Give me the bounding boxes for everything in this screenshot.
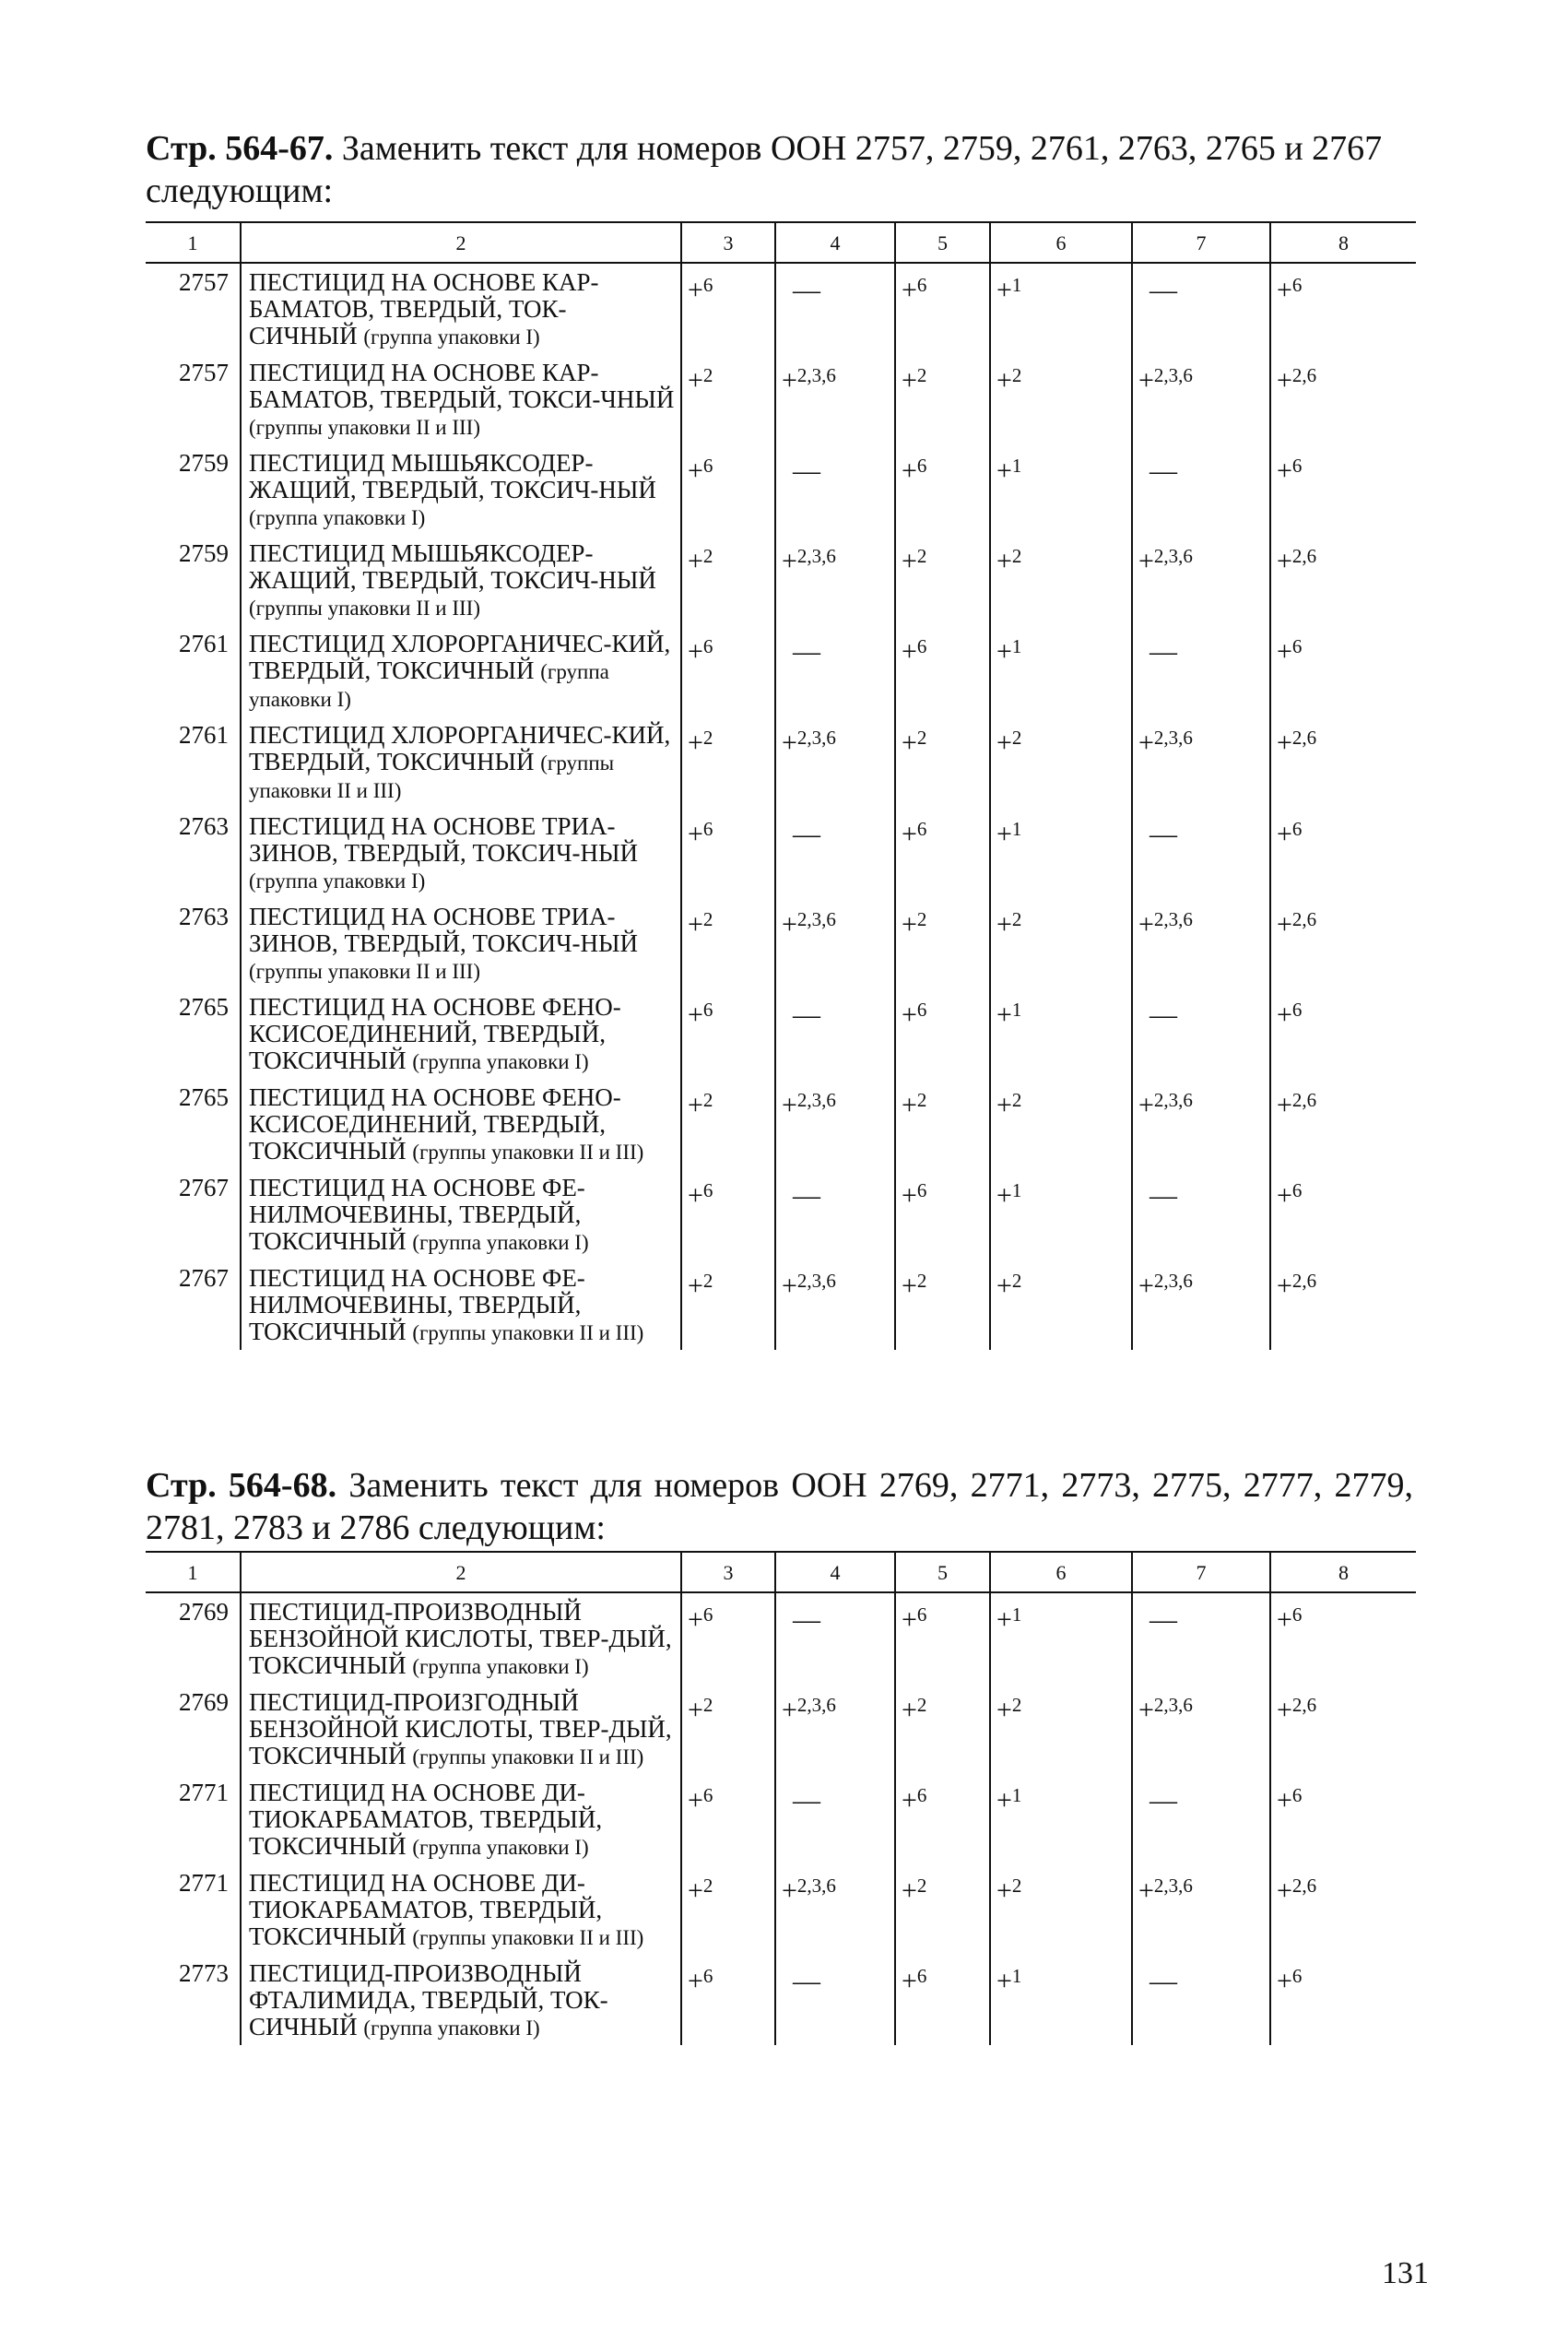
un-number: 2761: [179, 630, 229, 657]
permitted-cell: +$^2$: [895, 716, 990, 808]
column-header: 2: [241, 222, 681, 263]
column-header: 1: [146, 222, 241, 263]
packing-group-note: (группа упаковки I): [249, 869, 426, 893]
footnote-ref: 1: [1011, 274, 1022, 296]
footnote-ref: 2,6: [1291, 727, 1317, 749]
permitted-cell: +$^6$: [1270, 625, 1416, 716]
packing-group-note: (группа упаковки I): [249, 506, 426, 529]
dash-cell: —: [1132, 1774, 1270, 1864]
permitted-cell: +$^1$: [990, 808, 1132, 898]
table-row: [146, 1260, 1416, 1350]
substance-name: [241, 1684, 681, 1774]
column-header: 7: [1132, 222, 1270, 263]
table-row: [146, 1592, 1416, 1684]
permitted-cell: +$^6$: [681, 1955, 775, 2045]
dash-cell: —: [775, 988, 895, 1079]
permitted-cell: +$^6$: [895, 263, 990, 354]
substance-name-text: ПЕСТИЦИД ХЛОРОРГАНИЧЕС-КИЙ, ТВЕРДЫЙ, ТОКСИЧНЫЙ: [249, 630, 671, 684]
footnote-ref: 2,3,6: [796, 1875, 836, 1897]
footnote-ref: 2,6: [1291, 1875, 1317, 1897]
footnote-ref: 2,3,6: [1153, 364, 1193, 386]
substance-name: [241, 444, 681, 535]
column-header: 5: [895, 1552, 990, 1592]
substance-name: [241, 1774, 681, 1864]
section-ref: Стр. 564-68.: [146, 1466, 337, 1505]
footnote-ref: 2,3,6: [1153, 908, 1193, 930]
permitted-cell: +$^6$: [895, 1169, 990, 1260]
footnote-ref: 2,3,6: [796, 908, 836, 930]
footnote-ref: 2: [702, 545, 713, 567]
footnote-ref: 2,6: [1291, 545, 1317, 567]
dash-cell: —: [775, 263, 895, 354]
un-number: 2769: [179, 1598, 229, 1626]
table-header-row: [146, 222, 1416, 263]
packing-group-note: (группы упаковки II и III): [249, 597, 480, 620]
footnote-ref: 2,3,6: [796, 364, 836, 386]
permitted-cell: +$^2$: [681, 354, 775, 444]
footnote-ref: 2,6: [1291, 1694, 1317, 1716]
column-header: 4: [775, 1552, 895, 1592]
substance-name: [241, 1260, 681, 1350]
packing-group-note: (группы упаковки II и III): [412, 1141, 644, 1164]
table-row: [146, 1774, 1416, 1864]
permitted-cell: +$^6$: [1270, 1592, 1416, 1684]
substance-name-text: ПЕСТИЦИД МЫШЬЯКСОДЕР-ЖАЩИЙ, ТВЕРДЫЙ, ТОКСИЧ-НЫЙ: [249, 449, 656, 503]
substance-name: [241, 354, 681, 444]
permitted-cell: +$^2$: [895, 898, 990, 988]
column-header: 3: [681, 1552, 775, 1592]
footnote-ref: 6: [1291, 818, 1303, 840]
permitted-cell: +$^6$: [895, 1774, 990, 1864]
permitted-cell: +$^2$: [681, 898, 775, 988]
substance-name: [241, 1592, 681, 1684]
footnote-ref: 1: [1011, 455, 1022, 477]
packing-group-note: (группы упаковки II и III): [412, 1926, 644, 1949]
permitted-cell: +$^2$: [990, 716, 1132, 808]
footnote-ref: 6: [702, 1603, 713, 1626]
un-number: 2761: [179, 721, 229, 749]
footnote-ref: 2: [916, 364, 927, 386]
footnote-ref: 6: [702, 1965, 713, 1987]
footnote-ref: 2: [916, 908, 927, 930]
column-header: 1: [146, 1552, 241, 1592]
dash-cell: —: [775, 625, 895, 716]
dash-cell: —: [775, 1169, 895, 1260]
un-number: 2773: [179, 1959, 229, 1987]
table-row: [146, 716, 1416, 808]
permitted-cell: +$^{2,3,6}$: [775, 898, 895, 988]
permitted-cell: +$^2$: [990, 535, 1132, 625]
permitted-cell: +$^2$: [895, 1079, 990, 1169]
footnote-ref: 2: [1011, 545, 1022, 567]
footnote-ref: 6: [916, 1603, 927, 1626]
table-row: [146, 444, 1416, 535]
un-number: 2765: [179, 993, 229, 1021]
permitted-cell: +$^{2,6}$: [1270, 716, 1416, 808]
permitted-cell: +$^2$: [990, 1079, 1132, 1169]
table-header-row: [146, 1552, 1416, 1592]
footnote-ref: 6: [1291, 455, 1303, 477]
permitted-cell: +$^1$: [990, 444, 1132, 535]
dash-cell: —: [1132, 1169, 1270, 1260]
substance-name-text: ПЕСТИЦИД ХЛОРОРГАНИЧЕС-КИЙ, ТВЕРДЫЙ, ТОКСИЧНЫЙ: [249, 721, 671, 775]
permitted-cell: +$^{2,6}$: [1270, 354, 1416, 444]
footnote-ref: 2: [702, 908, 713, 930]
permitted-cell: +$^2$: [681, 1684, 775, 1774]
substance-name: [241, 1864, 681, 1955]
permitted-cell: +$^6$: [1270, 1774, 1416, 1864]
permitted-cell: +$^{2,3,6}$: [775, 354, 895, 444]
permitted-cell: +$^6$: [895, 808, 990, 898]
packing-group-note: (группа упаковки I): [249, 660, 609, 711]
permitted-cell: +$^6$: [681, 625, 775, 716]
packing-group-note: (группы упаковки II и III): [249, 751, 615, 802]
permitted-cell: +$^1$: [990, 1169, 1132, 1260]
permitted-cell: +$^{2,3,6}$: [775, 1864, 895, 1955]
column-header: 3: [681, 222, 775, 263]
substance-name: [241, 1079, 681, 1169]
table-row: [146, 625, 1416, 716]
dash-cell: —: [775, 444, 895, 535]
packing-group-note: (группы упаковки II и III): [249, 960, 480, 983]
substance-name-text: ПЕСТИЦИД НА ОСНОВЕ ФЕНО-КСИСОЕДИНЕНИЙ, ТВЕРДЫЙ, ТОКСИЧНЫЙ: [249, 993, 621, 1074]
footnote-ref: 6: [1291, 1965, 1303, 1987]
substance-name: [241, 1955, 681, 2045]
column-header: 7: [1132, 1552, 1270, 1592]
substance-name: [241, 716, 681, 808]
permitted-cell: +$^2$: [895, 1864, 990, 1955]
footnote-ref: 2: [916, 1270, 927, 1292]
footnote-ref: 2,3,6: [1153, 727, 1193, 749]
permitted-cell: +$^2$: [990, 1864, 1132, 1955]
substance-name: [241, 535, 681, 625]
permitted-cell: +$^{2,3,6}$: [1132, 535, 1270, 625]
un-number: 2759: [179, 539, 229, 567]
dash-cell: —: [1132, 1592, 1270, 1684]
dash-cell: —: [775, 1955, 895, 2045]
packing-group-note: (группа упаковки I): [412, 1231, 589, 1254]
footnote-ref: 6: [916, 274, 927, 296]
substance-name: [241, 898, 681, 988]
footnote-ref: 2: [916, 1875, 927, 1897]
substance-name-text: ПЕСТИЦИД МЫШЬЯКСОДЕР-ЖАЩИЙ, ТВЕРДЫЙ, ТОКСИЧ-НЫЙ: [249, 539, 656, 594]
permitted-cell: +$^6$: [1270, 263, 1416, 354]
permitted-cell: +$^{2,3,6}$: [775, 1079, 895, 1169]
footnote-ref: 6: [1291, 1784, 1303, 1806]
un-number: 2763: [179, 903, 229, 930]
permitted-cell: +$^{2,6}$: [1270, 1684, 1416, 1774]
permitted-cell: +$^2$: [681, 716, 775, 808]
substance-name-text: ПЕСТИЦИД НА ОСНОВЕ КАР-БАМАТОВ, ТВЕРДЫЙ, ТОКСИ-ЧНЫЙ: [249, 359, 675, 413]
packing-group-note: (группа упаковки I): [412, 1050, 589, 1073]
permitted-cell: +$^{2,3,6}$: [1132, 716, 1270, 808]
footnote-ref: 2: [916, 727, 927, 749]
permitted-cell: +$^6$: [681, 1169, 775, 1260]
permitted-cell: +$^2$: [681, 1079, 775, 1169]
permitted-cell: +$^{2,6}$: [1270, 898, 1416, 988]
substance-name-text: ПЕСТИЦИД НА ОСНОВЕ КАР-БАМАТОВ, ТВЕРДЫЙ, ТОК-СИЧНЫЙ: [249, 268, 599, 349]
substance-name: [241, 625, 681, 716]
permitted-cell: +$^{2,3,6}$: [1132, 1260, 1270, 1350]
dash-cell: —: [1132, 808, 1270, 898]
substance-name: [241, 1169, 681, 1260]
table-row: [146, 354, 1416, 444]
dash-cell: —: [1132, 625, 1270, 716]
footnote-ref: 2: [702, 1875, 713, 1897]
un-number: 2765: [179, 1083, 229, 1111]
footnote-ref: 6: [702, 635, 713, 657]
footnote-ref: 2,3,6: [796, 1270, 836, 1292]
footnote-ref: 2: [702, 364, 713, 386]
footnote-ref: 1: [1011, 1784, 1022, 1806]
footnote-ref: 2,3,6: [796, 1694, 836, 1716]
permitted-cell: +$^1$: [990, 988, 1132, 1079]
footnote-ref: 6: [916, 1784, 927, 1806]
permitted-cell: +$^{2,3,6}$: [775, 1684, 895, 1774]
un-number: 2771: [179, 1779, 229, 1806]
permitted-cell: +$^{2,6}$: [1270, 1260, 1416, 1350]
footnote-ref: 6: [1291, 1179, 1303, 1201]
substance-name-text: ПЕСТИЦИД-ПРОИЗВОДНЫЙ БЕНЗОЙНОЙ КИСЛОТЫ, ТВЕР-ДЫЙ, ТОКСИЧНЫЙ: [249, 1598, 672, 1679]
footnote-ref: 2,3,6: [796, 1089, 836, 1111]
permitted-cell: +$^2$: [990, 1260, 1132, 1350]
footnote-ref: 2,3,6: [1153, 545, 1193, 567]
substance-name: [241, 808, 681, 898]
substance-name-text: ПЕСТИЦИД НА ОСНОВЕ ФЕ-НИЛМОЧЕВИНЫ, ТВЕРДЫЙ, ТОКСИЧНЫЙ: [249, 1264, 585, 1345]
dash-cell: —: [1132, 1955, 1270, 2045]
permitted-cell: +$^2$: [681, 535, 775, 625]
permitted-cell: +$^6$: [681, 1774, 775, 1864]
column-header: 8: [1270, 222, 1416, 263]
permitted-cell: +$^6$: [681, 988, 775, 1079]
permitted-cell: +$^6$: [1270, 988, 1416, 1079]
packing-group-note: (группы упаковки II и III): [412, 1745, 644, 1768]
substance-name-text: ПЕСТИЦИД НА ОСНОВЕ ФЕНО-КСИСОЕДИНЕНИЙ, ТВЕРДЫЙ, ТОКСИЧНЫЙ: [249, 1083, 621, 1165]
footnote-ref: 6: [916, 818, 927, 840]
permitted-cell: +$^1$: [990, 263, 1132, 354]
footnote-ref: 2: [1011, 1875, 1022, 1897]
footnote-ref: 2,6: [1291, 1270, 1317, 1292]
footnote-ref: 6: [916, 1965, 927, 1987]
packing-group-note: (группа упаковки I): [412, 1836, 589, 1859]
footnote-ref: 2: [1011, 1089, 1022, 1111]
footnote-ref: 1: [1011, 1965, 1022, 1987]
footnote-ref: 2,3,6: [1153, 1089, 1193, 1111]
substance-name: [241, 988, 681, 1079]
footnote-ref: 2,3,6: [1153, 1875, 1193, 1897]
permitted-cell: +$^1$: [990, 625, 1132, 716]
footnote-ref: 6: [916, 1179, 927, 1201]
dash-cell: —: [1132, 988, 1270, 1079]
permitted-cell: +$^{2,6}$: [1270, 1079, 1416, 1169]
substance-name-text: ПЕСТИЦИД НА ОСНОВЕ ТРИА-ЗИНОВ, ТВЕРДЫЙ, ТОКСИЧ-НЫЙ: [249, 903, 639, 957]
section-instruction: Заменить текст для номеров ООН 2757, 2759, 2761, 2763, 2765 и 2767 следующим:: [146, 129, 1383, 210]
section-heading-564-67: [146, 127, 1413, 212]
footnote-ref: 2,3,6: [796, 727, 836, 749]
permitted-cell: +$^1$: [990, 1774, 1132, 1864]
dash-cell: —: [775, 1774, 895, 1864]
un-number: 2759: [179, 449, 229, 477]
permitted-cell: +$^6$: [1270, 1955, 1416, 2045]
footnote-ref: 6: [702, 1179, 713, 1201]
table-row: [146, 263, 1416, 354]
permitted-cell: +$^{2,3,6}$: [1132, 1684, 1270, 1774]
packing-group-note: (группы упаковки II и III): [412, 1321, 644, 1344]
footnote-ref: 6: [702, 455, 713, 477]
column-header: 4: [775, 222, 895, 263]
footnote-ref: 6: [702, 818, 713, 840]
permitted-cell: +$^6$: [681, 808, 775, 898]
page-number: 131: [1382, 2256, 1429, 2290]
footnote-ref: 6: [1291, 999, 1303, 1021]
permitted-cell: +$^6$: [895, 625, 990, 716]
footnote-ref: 2: [702, 727, 713, 749]
permitted-cell: +$^6$: [681, 263, 775, 354]
footnote-ref: 1: [1011, 818, 1022, 840]
permitted-cell: +$^2$: [681, 1864, 775, 1955]
un-number: 2771: [179, 1869, 229, 1897]
permitted-cell: +$^6$: [895, 1592, 990, 1684]
permitted-cell: +$^1$: [990, 1955, 1132, 2045]
permitted-cell: +$^{2,3,6}$: [775, 535, 895, 625]
column-header: 6: [990, 1552, 1132, 1592]
footnote-ref: 6: [702, 1784, 713, 1806]
footnote-ref: 6: [916, 999, 927, 1021]
footnote-ref: 2: [916, 1089, 927, 1111]
un-number: 2757: [179, 268, 229, 296]
permitted-cell: +$^{2,3,6}$: [1132, 354, 1270, 444]
permitted-cell: +$^2$: [990, 1684, 1132, 1774]
substance-name: [241, 263, 681, 354]
dash-cell: —: [1132, 263, 1270, 354]
footnote-ref: 2: [1011, 727, 1022, 749]
table-row: [146, 535, 1416, 625]
table-row: [146, 898, 1416, 988]
un-number: 2757: [179, 359, 229, 386]
footnote-ref: 2,6: [1291, 908, 1317, 930]
footnote-ref: 1: [1011, 1603, 1022, 1626]
column-header: 6: [990, 222, 1132, 263]
packing-group-note: (группа упаковки I): [363, 2017, 540, 2040]
column-header: 5: [895, 222, 990, 263]
permitted-cell: +$^2$: [895, 1684, 990, 1774]
table-row: [146, 1864, 1416, 1955]
footnote-ref: 2: [702, 1270, 713, 1292]
table-row: [146, 1955, 1416, 2045]
permitted-cell: +$^{2,3,6}$: [1132, 898, 1270, 988]
section-instruction: Заменить текст для номеров ООН 2769, 2771, 2773, 2775, 2777, 2779, 2781, 2783 и 2786 следующим:: [146, 1466, 1413, 1547]
un-number: 2769: [179, 1688, 229, 1716]
permitted-cell: +$^1$: [990, 1592, 1132, 1684]
substance-name-text: ПЕСТИЦИД НА ОСНОВЕ ФЕ-НИЛМОЧЕВИНЫ, ТВЕРДЫЙ, ТОКСИЧНЫЙ: [249, 1174, 585, 1255]
substance-name-text: ПЕСТИЦИД НА ОСНОВЕ ДИ-ТИОКАРБАМАТОВ, ТВЕРДЫЙ, ТОКСИЧНЫЙ: [249, 1869, 603, 1950]
footnote-ref: 2,3,6: [796, 545, 836, 567]
permitted-cell: +$^2$: [895, 1260, 990, 1350]
permitted-cell: +$^{2,6}$: [1270, 535, 1416, 625]
footnote-ref: 1: [1011, 999, 1022, 1021]
substance-name-text: ПЕСТИЦИД-ПРОИЗВОДНЫЙ ФТАЛИМИДА, ТВЕРДЫЙ, ТОК-СИЧНЫЙ: [249, 1959, 608, 2040]
permitted-cell: +$^6$: [1270, 444, 1416, 535]
footnote-ref: 2: [1011, 364, 1022, 386]
substance-name-text: ПЕСТИЦИД НА ОСНОВЕ ДИ-ТИОКАРБАМАТОВ, ТВЕРДЫЙ, ТОКСИЧНЫЙ: [249, 1779, 603, 1860]
permitted-cell: +$^6$: [1270, 808, 1416, 898]
permitted-cell: +$^6$: [681, 444, 775, 535]
footnote-ref: 1: [1011, 1179, 1022, 1201]
permitted-cell: +$^2$: [895, 535, 990, 625]
un-number: 2763: [179, 812, 229, 840]
un-numbers-table-2: [146, 1551, 1416, 2045]
footnote-ref: 6: [702, 999, 713, 1021]
section-heading-564-68: [146, 1464, 1413, 1549]
un-numbers-table-1: [146, 221, 1416, 1350]
dash-cell: —: [775, 808, 895, 898]
dash-cell: —: [1132, 444, 1270, 535]
footnote-ref: 2,3,6: [1153, 1270, 1193, 1292]
footnote-ref: 6: [1291, 635, 1303, 657]
permitted-cell: +$^2$: [681, 1260, 775, 1350]
packing-group-note: (группа упаковки I): [412, 1655, 589, 1678]
section-ref: Стр. 564-67.: [146, 129, 334, 168]
permitted-cell: +$^{2,3,6}$: [1132, 1864, 1270, 1955]
substance-name-text: ПЕСТИЦИД-ПРОИЗГОДНЫЙ БЕНЗОЙНОЙ КИСЛОТЫ, ТВЕР-ДЫЙ, ТОКСИЧНЫЙ: [249, 1688, 672, 1769]
footnote-ref: 2: [1011, 1694, 1022, 1716]
permitted-cell: +$^{2,3,6}$: [775, 716, 895, 808]
column-header: 2: [241, 1552, 681, 1592]
table-row: [146, 1684, 1416, 1774]
footnote-ref: 6: [916, 635, 927, 657]
substance-name-text: ПЕСТИЦИД НА ОСНОВЕ ТРИА-ЗИНОВ, ТВЕРДЫЙ, ТОКСИЧ-НЫЙ: [249, 812, 639, 867]
permitted-cell: +$^6$: [895, 1955, 990, 2045]
footnote-ref: 6: [1291, 274, 1303, 296]
permitted-cell: +$^{2,3,6}$: [1132, 1079, 1270, 1169]
footnote-ref: 2: [916, 1694, 927, 1716]
footnote-ref: 2,6: [1291, 364, 1317, 386]
permitted-cell: +$^2$: [990, 898, 1132, 988]
footnote-ref: 2: [1011, 1270, 1022, 1292]
footnote-ref: 1: [1011, 635, 1022, 657]
footnote-ref: 2: [702, 1694, 713, 1716]
permitted-cell: +$^{2,3,6}$: [775, 1260, 895, 1350]
permitted-cell: +$^6$: [895, 988, 990, 1079]
permitted-cell: +$^6$: [895, 444, 990, 535]
table-row: [146, 808, 1416, 898]
packing-group-note: (группа упаковки I): [363, 325, 540, 349]
footnote-ref: 2: [702, 1089, 713, 1111]
table-row: [146, 1169, 1416, 1260]
footnote-ref: 2: [1011, 908, 1022, 930]
permitted-cell: +$^2$: [895, 354, 990, 444]
column-header: 8: [1270, 1552, 1416, 1592]
dash-cell: —: [775, 1592, 895, 1684]
footnote-ref: 6: [1291, 1603, 1303, 1626]
packing-group-note: (группы упаковки II и III): [249, 416, 480, 439]
permitted-cell: +$^6$: [1270, 1169, 1416, 1260]
permitted-cell: +$^2$: [990, 354, 1132, 444]
footnote-ref: 2,6: [1291, 1089, 1317, 1111]
footnote-ref: 2: [916, 545, 927, 567]
un-number: 2767: [179, 1174, 229, 1201]
un-number: 2767: [179, 1264, 229, 1292]
permitted-cell: +$^{2,6}$: [1270, 1864, 1416, 1955]
table-row: [146, 1079, 1416, 1169]
permitted-cell: +$^6$: [681, 1592, 775, 1684]
footnote-ref: 2,3,6: [1153, 1694, 1193, 1716]
table-row: [146, 988, 1416, 1079]
footnote-ref: 6: [702, 274, 713, 296]
footnote-ref: 6: [916, 455, 927, 477]
